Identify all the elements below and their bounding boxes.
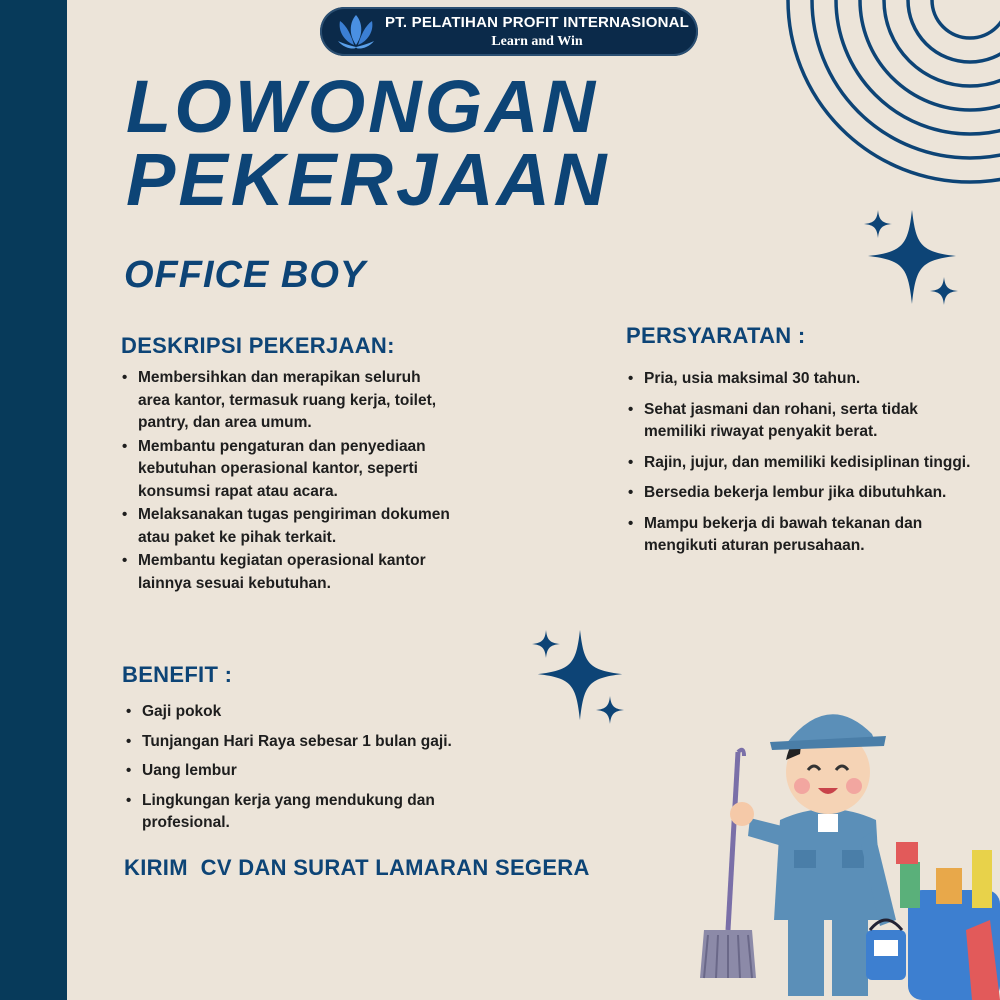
list-item: • Rajin, jujur, dan memiliki kedisiplinan tinggi. — [628, 452, 978, 475]
title-line-1: LOWONGAN — [126, 65, 599, 148]
cleaner-illustration — [690, 690, 1000, 1000]
requirements-list — [628, 368, 978, 566]
sparkle-icon — [864, 210, 892, 238]
list-item: • Lingkungan kerja yang mendukung dan profesional. — [126, 790, 506, 835]
list-item: • Gaji pokok — [126, 701, 506, 724]
company-tagline: Learn and Win — [491, 34, 583, 49]
benefit-list — [126, 701, 506, 842]
company-badge — [320, 7, 698, 56]
benefit-heading: BENEFIT : — [122, 662, 233, 687]
sparkle-icon — [532, 630, 560, 658]
side-bar — [0, 0, 67, 1000]
lotus-logo-icon — [334, 11, 378, 53]
call-to-action: KIRIM CV DAN SURAT LAMARAN SEGERA — [124, 855, 590, 880]
company-name: PT. PELATIHAN PROFIT INTERNASIONAL — [384, 14, 690, 31]
list-item: • Mampu bekerja di bawah tekanan dan mengikuti aturan perusahaan. — [628, 513, 978, 558]
list-item: • Membersihkan dan merapikan seluruh area kantor, termasuk ruang kerja, toilet, pantry, dan area umum. — [122, 367, 452, 435]
sparkle-icon — [596, 696, 624, 724]
sparkle-icon — [930, 277, 958, 305]
list-item: • Tunjangan Hari Raya sebesar 1 bulan gaji. — [126, 731, 506, 754]
position-title: OFFICE BOY — [124, 254, 367, 296]
list-item: • Bersedia bekerja lembur jika dibutuhkan. — [628, 482, 978, 505]
list-item: • Pria, usia maksimal 30 tahun. — [628, 368, 978, 391]
list-item: • Uang lembur — [126, 760, 506, 783]
description-list — [122, 367, 452, 596]
concentric-circles-decoration — [720, 0, 1000, 230]
list-item: • Membantu kegiatan operasional kantor lainnya sesuai kebutuhan. — [122, 550, 452, 595]
title-line-2: PEKERJAAN — [126, 138, 610, 221]
list-item: • Membantu pengaturan dan penyediaan kebutuhan operasional kantor, seperti konsumsi rapat atau acara. — [122, 436, 452, 504]
list-item: • Melaksanakan tugas pengiriman dokumen atau paket ke pihak terkait. — [122, 504, 452, 549]
requirements-heading: PERSYARATAN : — [626, 323, 806, 348]
list-item: • Sehat jasmani dan rohani, serta tidak memiliki riwayat penyakit berat. — [628, 399, 978, 444]
description-heading: DESKRIPSI PEKERJAAN: — [121, 333, 395, 358]
